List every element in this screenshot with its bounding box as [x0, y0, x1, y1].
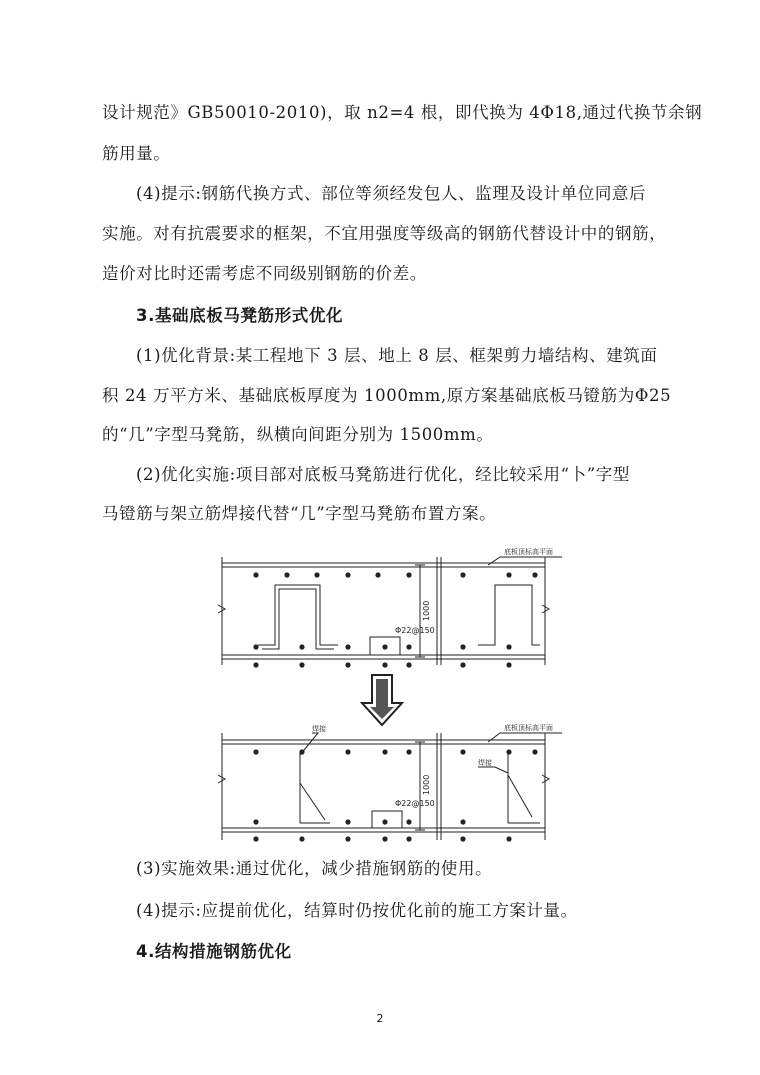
page-number: 2 [376, 1012, 384, 1025]
bottom-elevation-label: 底板顶标高平面 [504, 724, 553, 732]
para3-line1: (1)优化背景:某工程地下 3 层、地上 8 层、框架剪力墙结构、建筑面 [136, 346, 658, 365]
top-dimension: 1000 [422, 600, 431, 621]
down-arrow-icon [362, 675, 402, 725]
weld-label-left: 焊接 [312, 725, 326, 733]
top-elevation-label: 底板顶标高平面 [504, 548, 553, 556]
para2-line3: 造价对比时还需考虑不同级别钢筋的价差。 [102, 264, 427, 283]
para2-line2: 实施。对有抗震要求的框架，不宜用强度等级高的钢筋代替设计中的钢筋， [102, 224, 667, 243]
para6-line1: (4)提示:应提前优化，结算时仍按优化前的施工方案计量。 [136, 901, 578, 920]
para5-line1: (3)实施效果:通过优化，减少措施钢筋的使用。 [136, 859, 493, 878]
para4-line2: 马镫筋与架立筋焊接代替“几”字型马凳筋布置方案。 [102, 504, 497, 523]
diagram-after [218, 733, 562, 840]
para3-line2: 积 24 万平方米、基础底板厚度为 1000mm,原方案基础底板马镫筋为Φ25 [102, 386, 672, 405]
para3-line3: 的“几”字型马凳筋，纵横向间距分别为 1500mm。 [102, 425, 494, 444]
bottom-dimension: 1000 [422, 774, 431, 795]
para1-line1: 设计规范》GB50010-2010)，取 n2=4 根，即代换为 4Φ18,通过代换节余钢 [102, 103, 703, 122]
section-heading-4: 4.结构措施钢筋优化 [136, 942, 292, 961]
para4-line1: (2)优化实施:项目部对底板马凳筋进行优化，经比较采用“卜”字型 [136, 465, 631, 484]
para2-line1: (4)提示:钢筋代换方式、部位等须经发包人、监理及设计单位同意后 [136, 184, 647, 203]
top-rebar-note: Φ22@150 [395, 626, 435, 635]
weld-label-right: 焊接 [478, 759, 492, 767]
para1-line2: 筋用量。 [102, 144, 171, 163]
section-heading-3: 3.基础底板马凳筋形式优化 [136, 306, 344, 325]
rebar-diagram [0, 535, 760, 855]
bottom-rebar-note: Φ22@150 [395, 799, 435, 808]
